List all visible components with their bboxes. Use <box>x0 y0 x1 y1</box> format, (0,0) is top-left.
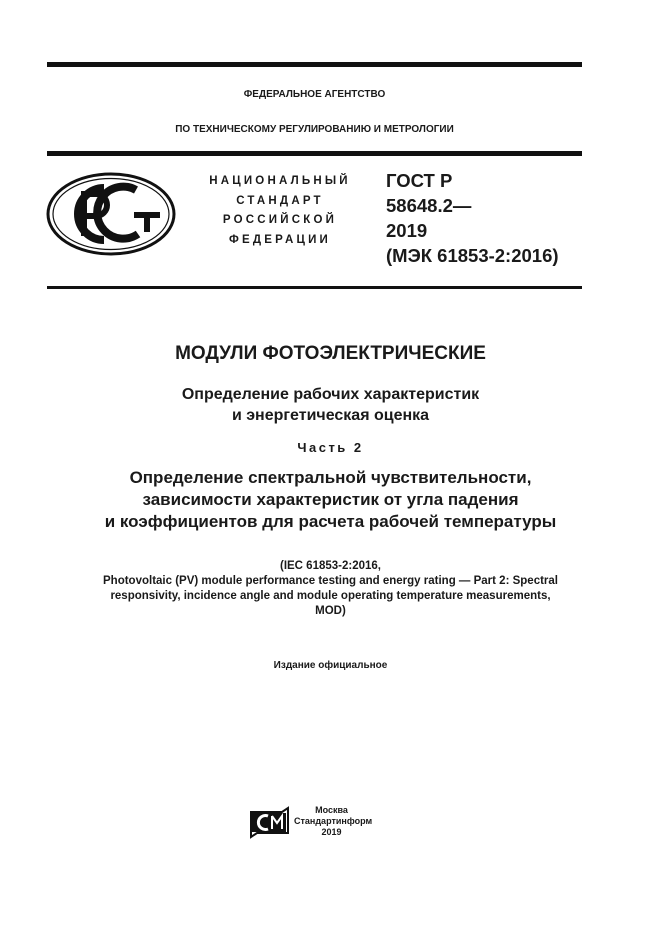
part-title <box>47 467 614 533</box>
standard-line-4: ФЕДЕРАЦИИ <box>228 233 332 246</box>
publisher-year: 2019 <box>321 827 342 837</box>
iec-line-2: Photovoltaic (PV) module performance testing and energy rating — Part 2: Spectral <box>103 575 558 587</box>
part-title-line-3: и коэффициентов для расчета рабочей температуры <box>104 512 557 531</box>
standard-line-1: НАЦИОНАЛЬНЫЙ <box>209 175 351 187</box>
gost-line-4: (МЭК 61853-2:2016) <box>386 245 559 266</box>
gost-line-2: 58648.2— <box>386 195 472 216</box>
bottom-rule <box>47 286 582 289</box>
edition-label: Издание официальное <box>273 660 388 671</box>
publisher-city: Москва <box>315 805 348 815</box>
document-subtitle <box>47 384 614 426</box>
publisher-name: Стандартинформ <box>294 816 373 826</box>
agency-line-2: ПО ТЕХНИЧЕСКОМУ РЕГУЛИРОВАНИЮ И МЕТРОЛОГИИ <box>175 124 454 135</box>
publisher-info <box>294 805 373 838</box>
subtitle-line-1: Определение рабочих характеристик <box>181 386 480 403</box>
standard-line-2: СТАНДАРТ <box>236 194 324 207</box>
iec-reference <box>47 559 614 619</box>
document-title: МОДУЛИ ФОТОЭЛЕКТРИЧЕСКИЕ <box>175 343 486 364</box>
part-title-line-2: зависимости характеристик от угла падения <box>142 490 519 509</box>
national-standard-label <box>190 172 370 250</box>
agency-line-1: ФЕДЕРАЛЬНОЕ АГЕНТСТВО <box>243 89 386 100</box>
gost-r-logo-icon <box>46 172 176 256</box>
iec-line-3: responsivity, incidence angle and module operating temperature measurements, <box>110 590 551 602</box>
iec-line-1: (IEC 61853-2:2016, <box>279 560 381 572</box>
iec-line-4: MOD) <box>315 605 346 617</box>
middle-rule <box>47 151 582 156</box>
top-rule <box>47 62 582 67</box>
standartinform-logo-icon <box>248 806 291 839</box>
gost-line-1: ГОСТ Р <box>386 170 453 191</box>
part-label: Часть 2 <box>297 440 364 455</box>
gost-designation <box>386 168 559 268</box>
standard-line-3: РОССИЙСКОЙ <box>222 214 338 226</box>
subtitle-line-2: и энергетическая оценка <box>231 407 430 424</box>
gost-line-3: 2019 <box>386 220 428 241</box>
part-title-line-1: Определение спектральной чувствительности, <box>129 468 532 487</box>
